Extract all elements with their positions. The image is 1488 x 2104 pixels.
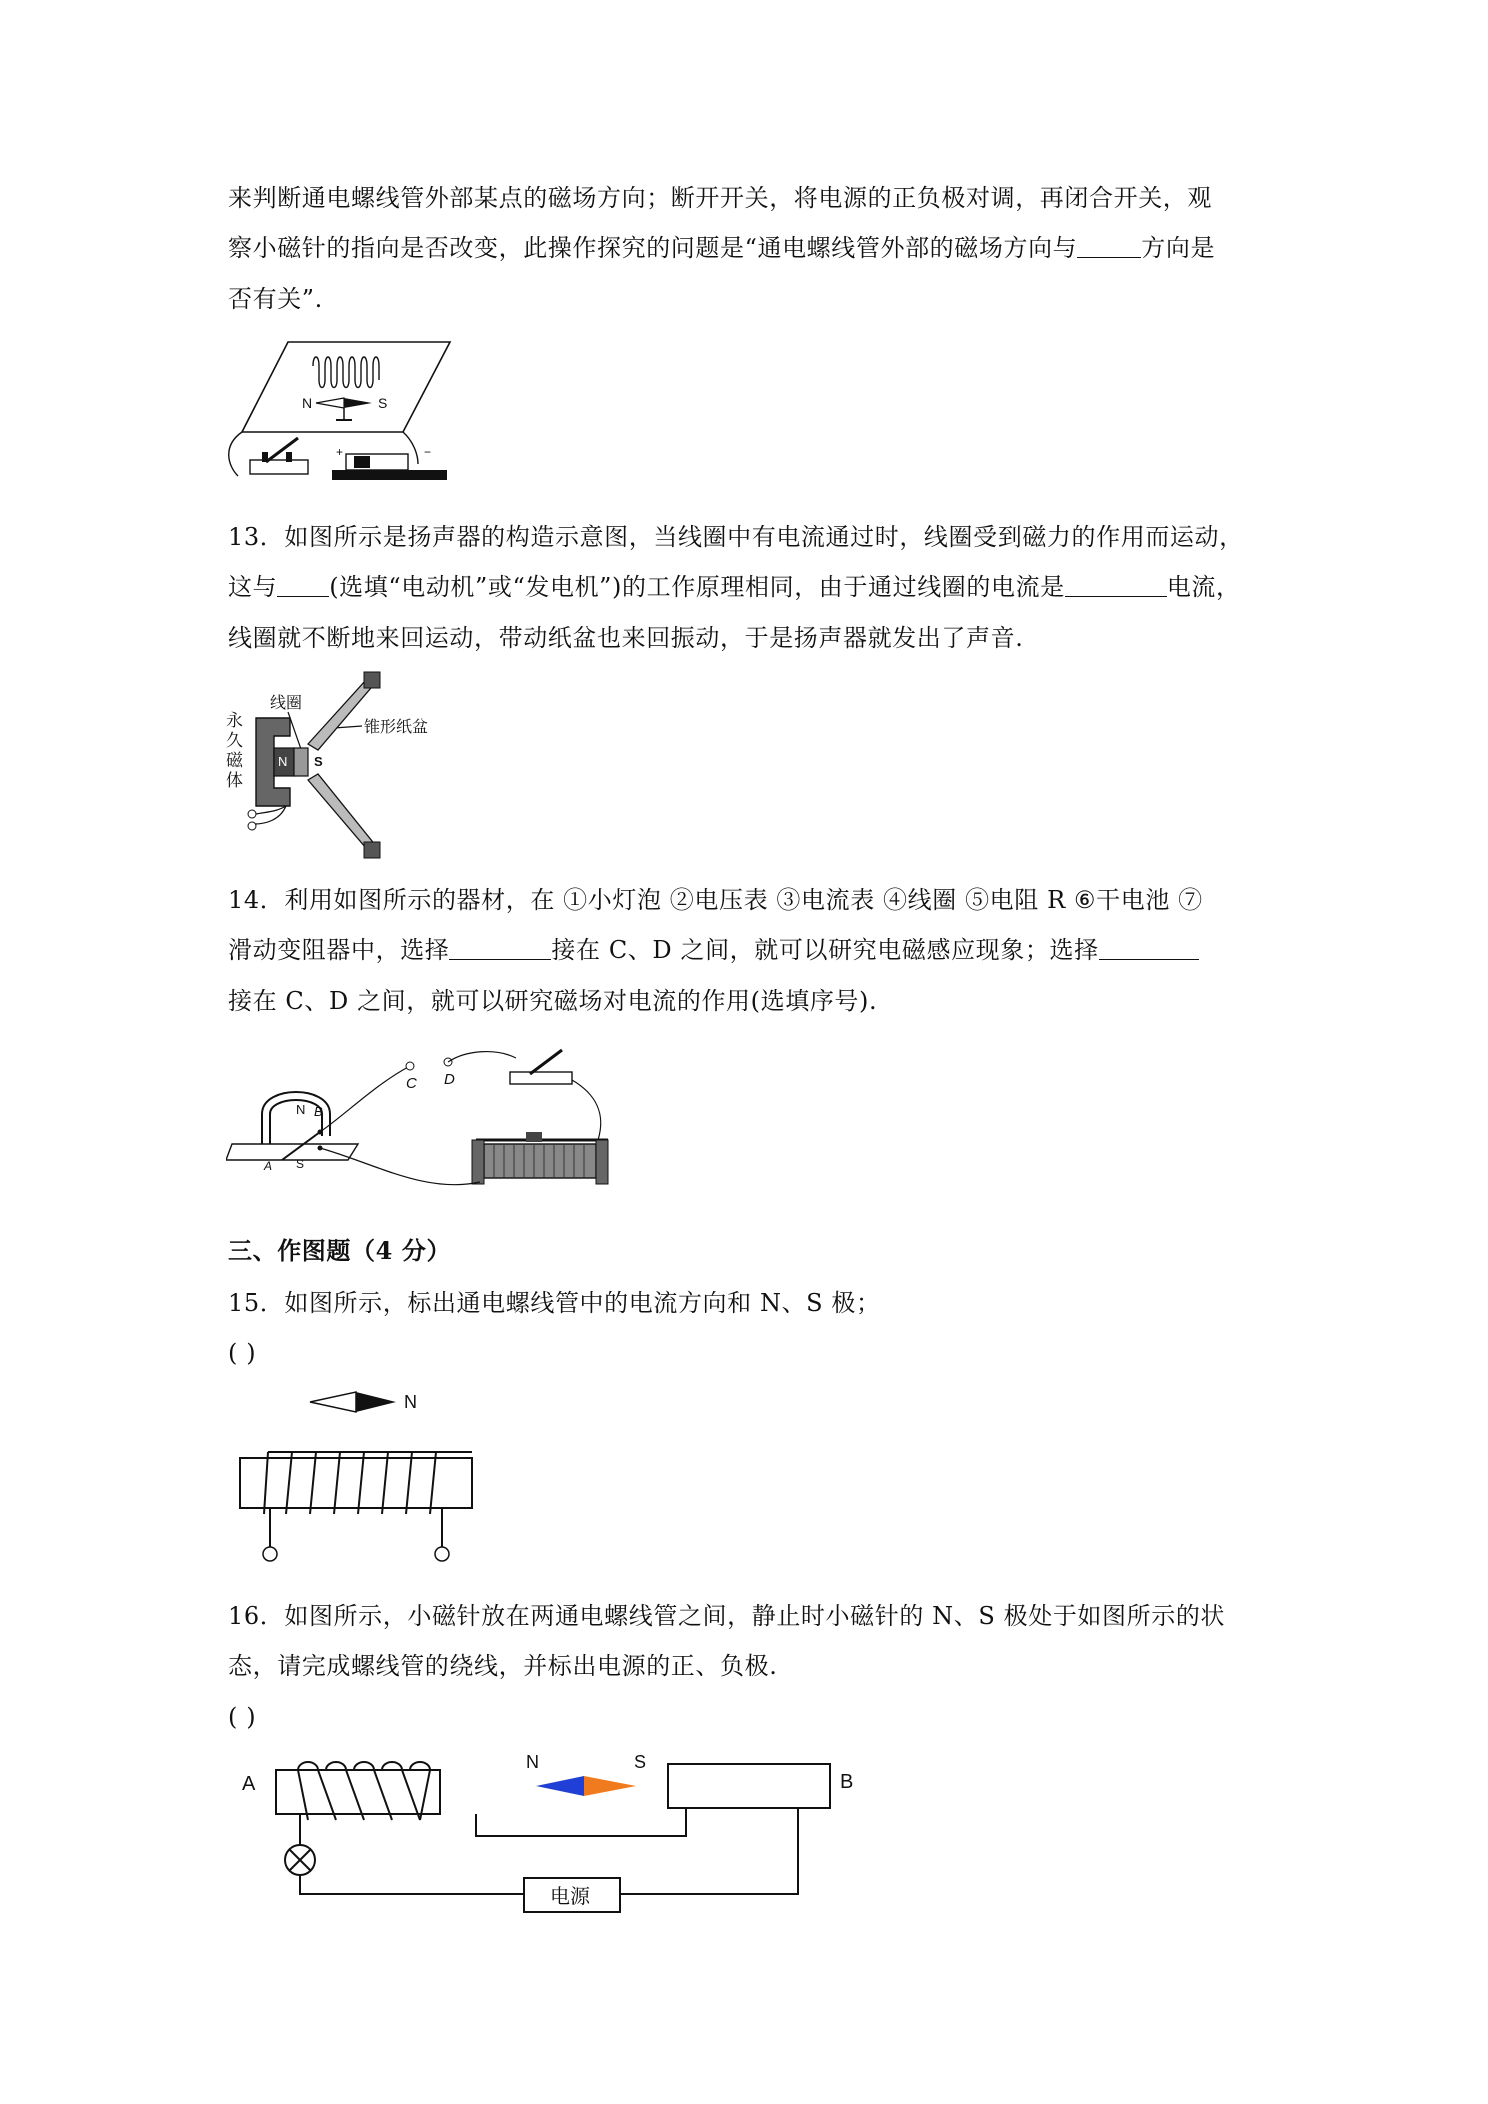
q13-label-magnet-4: 体 [226,771,243,790]
q13-label-magnet-2: 久 [226,731,243,750]
q13-line-2b: (选填“电动机”或“发电机”)的工作原理相同，由于通过线圈的电流是 [329,573,1065,601]
q14-line-3: 接在 C、D 之间，就可以研究磁场对电流的作用(选填序号). [228,987,878,1015]
q14-line-3 [228,986,877,1016]
q16-needle-south [584,1776,636,1796]
q14-line-2b: 接在 C、D 之间，就可以研究电磁感应现象；选择 [551,936,1099,964]
q14-label-n: N [296,1102,306,1117]
q12-label-plus: + [336,445,344,459]
q14-answer-blank-1[interactable] [449,937,551,960]
q16-label-b: B [840,1771,854,1793]
q12-label-n: N [302,395,313,411]
q16-needle-north [536,1776,584,1796]
q12-line-2 [228,233,1215,263]
q13-line-2a: 这与 [228,573,278,601]
q14-label-a: A [264,1159,273,1173]
q12-line-1: 来判断通电螺线管外部某点的磁场方向；断开开关，将电源的正负极对调，再闭合开关，观 [228,184,1212,212]
q13-answer-blank-2[interactable] [1065,574,1167,597]
q16-line-1: 16．如图所示，小磁针放在两通电螺线管之间，静止时小磁针的 N、S 极处于如图所示的状 [228,1602,1226,1630]
q15-solenoid-figure [226,1384,486,1584]
q13-speaker-figure [226,668,466,878]
q13-answer-blank-1[interactable] [277,574,329,597]
q14-label-s: S [296,1157,305,1171]
q12-line-2b: 方向是 [1141,234,1216,262]
q16-answer-parens[interactable]: ( ) [228,1703,257,1731]
q13-label-magnet-3: 磁 [226,751,243,770]
q14-answer-blank-2[interactable] [1099,937,1199,960]
q13-line-2 [228,572,1241,602]
q16-label-a: A [242,1773,256,1795]
section-3-heading: 三、作图题（4 分） [228,1236,452,1265]
q13-line-3: 线圈就不断地来回运动，带动纸盆也来回振动，于是扬声器就发出了声音. [228,624,1024,652]
q16-circuit-figure [236,1750,876,1930]
q14-line-1: 14．利用如图所示的器材，在 ①小灯泡 ②电压表 ③电流表 ④线圈 ⑤电阻 R ⑥干电池 ⑦ [228,886,1203,914]
q12-answer-blank[interactable] [1077,235,1141,258]
q12-line-3: 否有关”. [228,285,323,313]
q16-label-n: N [526,1752,539,1772]
q14-line-2a: 滑动变阻器中，选择 [228,936,450,964]
q16-line-2: 态，请完成螺线管的绕线，并标出电源的正、负极. [228,1652,778,1680]
q13-label-s: S [314,754,323,769]
q14-line-2 [228,935,1199,965]
q16-label-s: S [634,1752,647,1772]
q15-line-1: 15．如图所示，标出通电螺线管中的电流方向和 N、S 极； [228,1289,881,1317]
q13-line-1: 13．如图所示是扬声器的构造示意图，当线圈中有电流通过时，线圈受到磁力的作用而运动， [228,523,1244,551]
q14-apparatus-figure [226,1044,626,1214]
q15-label-n: N [404,1392,417,1412]
q13-line-2c: 电流， [1166,573,1241,601]
q12-line-2a: 察小磁针的指向是否改变，此操作探究的问题是“通电螺线管外部的磁场方向与 [228,234,1078,262]
q16-label-power: 电源 [550,1886,590,1908]
q13-label-n: N [278,754,288,769]
q14-label-c: C [406,1075,417,1092]
q12-solenoid-apparatus-figure [228,336,453,496]
q14-label-d: D [444,1071,455,1088]
q14-label-b: B [314,1104,323,1119]
q13-label-cone: 锥形纸盆 [364,719,429,736]
q12-label-minus: − [424,445,432,459]
q15-answer-parens[interactable]: ( ) [228,1339,257,1367]
q13-label-coil: 线圈 [270,695,303,712]
q13-label-magnet-1: 永 [226,711,243,730]
q12-label-s: S [378,395,388,411]
